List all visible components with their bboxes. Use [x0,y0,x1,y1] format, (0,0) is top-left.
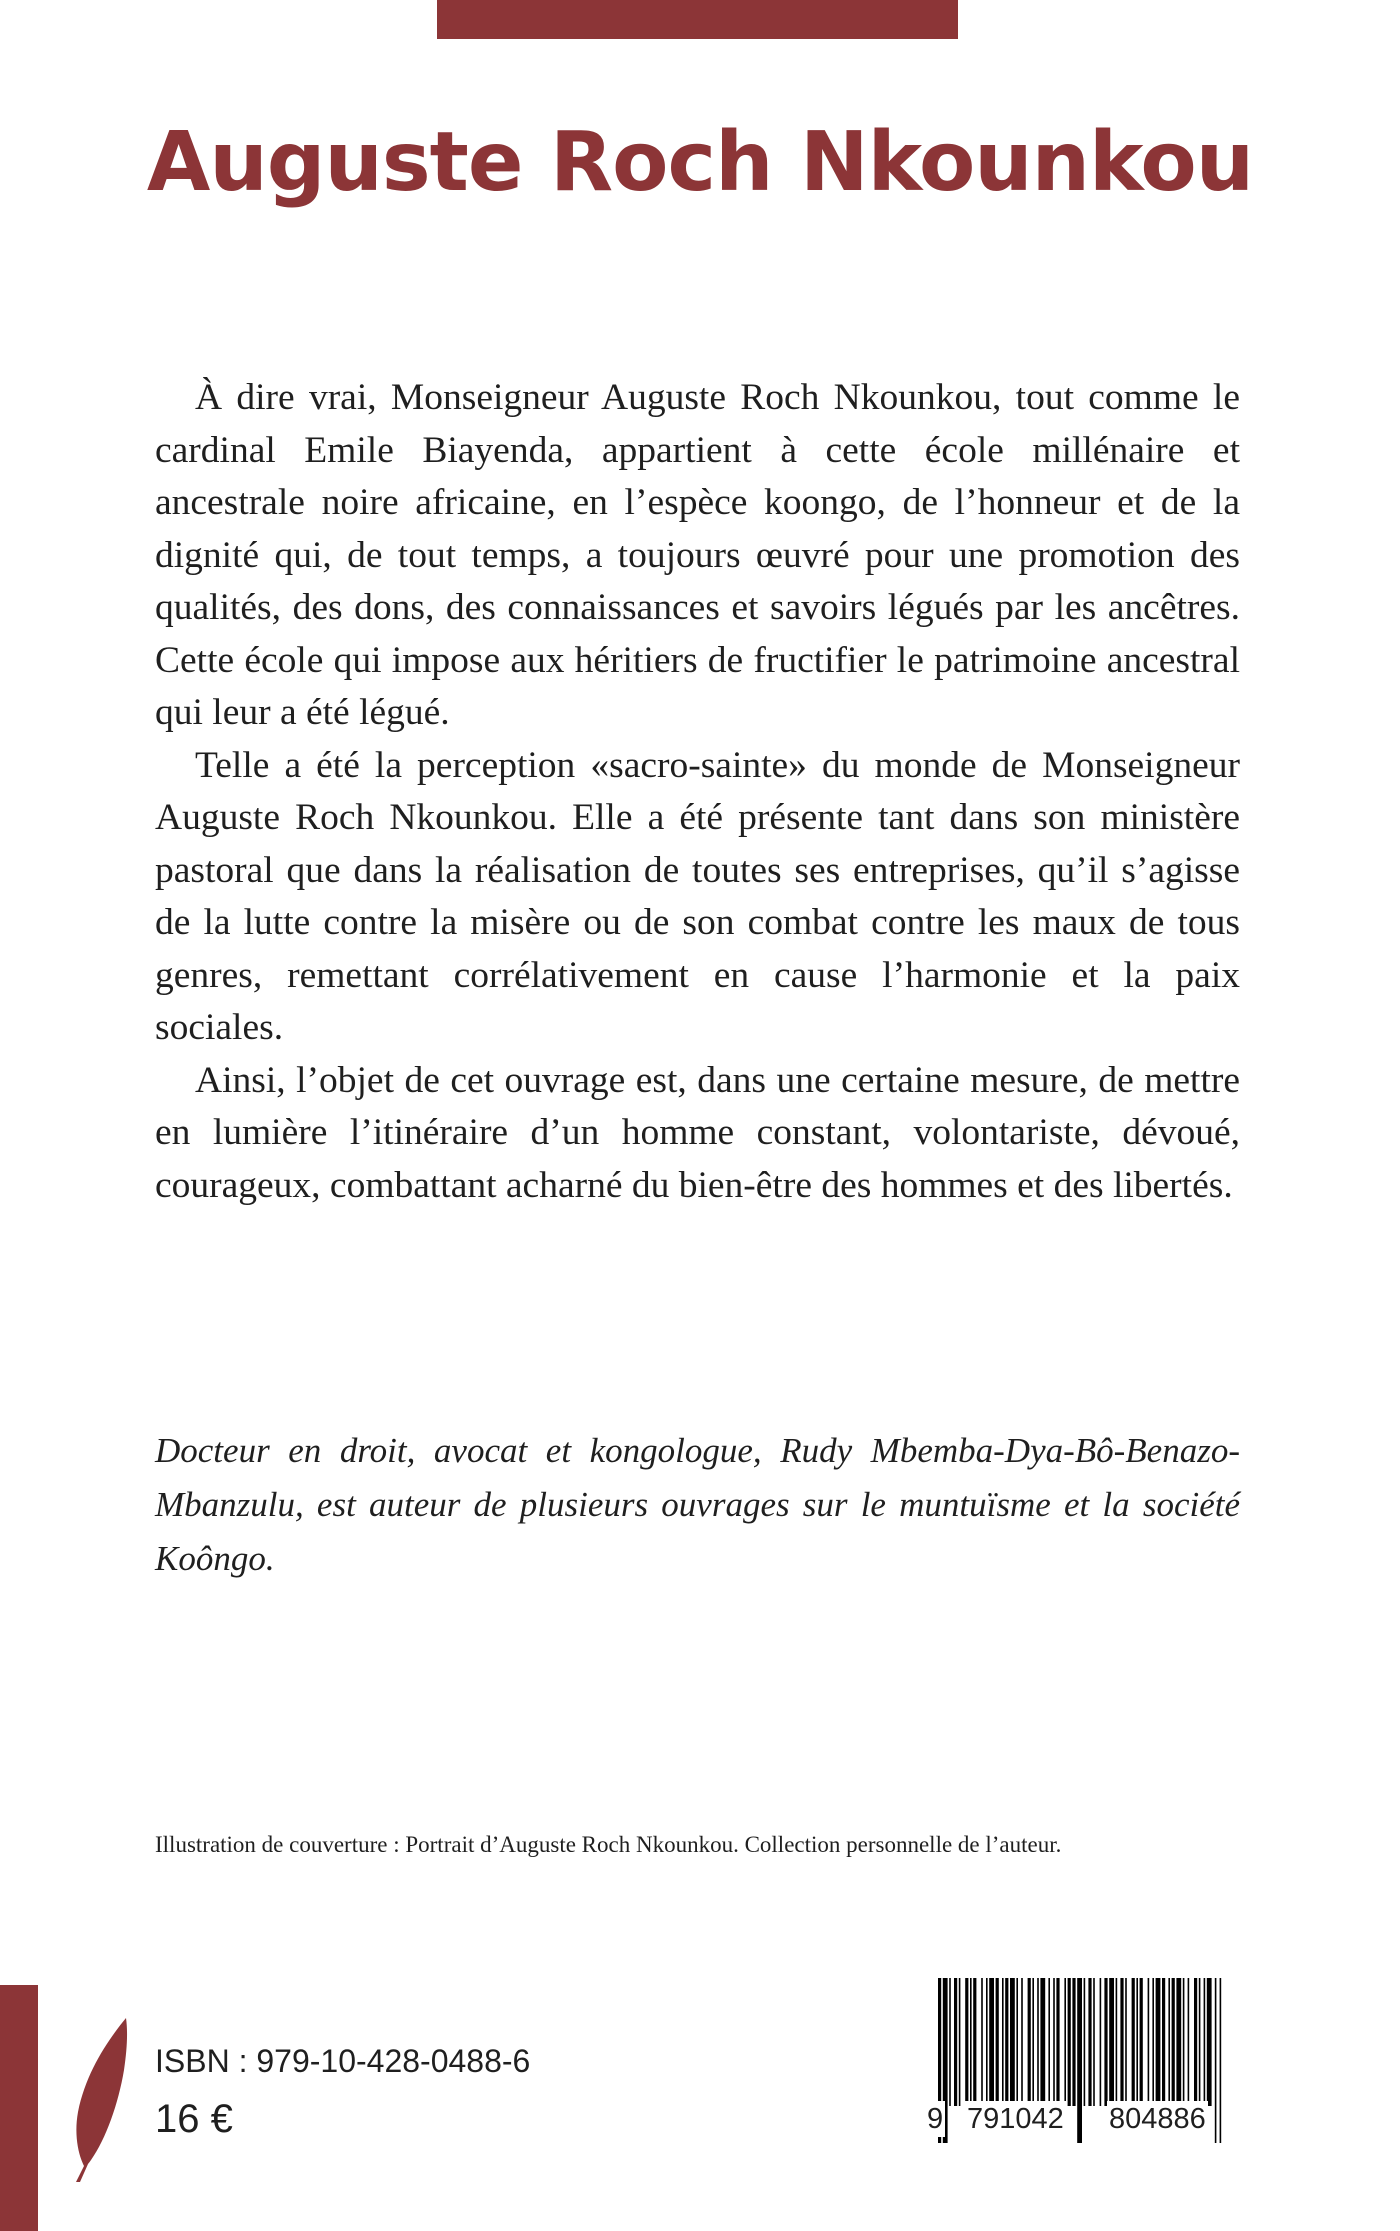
barcode-bar [1064,1978,1066,2106]
barcode-bar [970,1978,972,2106]
barcode-bar [996,1978,999,2106]
barcode-bar [1005,1978,1008,2106]
barcode-bar [1168,1978,1170,2106]
barcode-bar [1116,1978,1118,2106]
barcode-bar [1016,1978,1018,2106]
barcode-bar [1040,1978,1045,2106]
barcode-bar [1120,1978,1123,2106]
back-cover-summary [155,372,1240,1212]
barcode-bar [1176,1978,1181,2106]
barcode-bar [1199,1978,1201,2106]
barcode-bar [1152,1978,1154,2106]
summary-paragraph: Telle a été la perception «sacro-sainte» du monde de Monseigneur Auguste Roch Nkounkou. Elle a été présente tant dans son ministère pastoral que dans la réalisation de toutes ses entreprises, qu’il s’agisse de la lutte contre la misère ou de son combat contre les maux de tous genres, remettant corrélativement en cause l’harmonie et la paix sociales. [155,744,1240,1048]
barcode-bar [1188,1978,1190,2106]
barcode-bar [1093,1978,1095,2106]
barcode-bar [1148,1978,1150,2106]
feather-icon [64,2014,134,2184]
summary-paragraph: Ainsi, l’objet de cet ouvrage est, dans une certaine mesure, de mettre en lumière l’itinéraire d’un homme constant, volontariste, dévoué, courageux, combattant acharné du bien-être des hommes et des libertés. [155,1059,1240,1206]
barcode-bar [1194,1978,1197,2106]
barcode-bar [949,1978,951,2106]
isbn-number: ISBN : 979-10-428-0488-6 [155,2043,531,2079]
barcode-bar [1072,1978,1075,2106]
barcode-bar [989,1978,994,2106]
barcode-bar [981,1978,983,2106]
barcode-bar [1088,1978,1091,2106]
barcode-bar [1021,1978,1023,2106]
barcode-bar [973,1978,976,2106]
barcode-bar [1172,1978,1175,2106]
author-title: Auguste Roch Nkounkou [146,115,1254,210]
barcode-bar [1028,1978,1031,2106]
barcode-bar [986,1978,988,2106]
barcode-bar [1183,1978,1185,2106]
barcode-bar [1048,1978,1050,2106]
barcode-bar [1162,1978,1165,2106]
author-bio: Docteur en droit, avocat et kongologue, Rudy Mbemba-Dya-Bô-Benazo-Mbanzulu, est auteur de plusieurs ouvrages sur le muntuïsme et la société Koôngo. [155,1431,1240,1578]
barcode-first-digit: 9 [927,2103,944,2135]
barcode-bar [1207,1978,1212,2106]
barcode-bar [954,1978,957,2106]
barcode-bar [1010,1978,1015,2106]
left-accent-strip [0,1985,38,2231]
barcode-bar [1037,1978,1039,2106]
barcode-bar [959,1978,961,2106]
barcode-left-group: 791042 [967,2103,1064,2135]
barcode-bar [1104,1978,1107,2106]
barcode-bar [1032,1978,1034,2106]
barcode-bar [1002,1978,1004,2106]
barcode-bar [1136,1978,1138,2106]
barcode-bar [1156,1978,1161,2106]
barcode-bar [1204,1978,1206,2106]
barcode-bar [1125,1978,1127,2106]
barcode-bar [1132,1978,1135,2106]
barcode-bar [1084,1978,1086,2106]
barcode-digits [925,2101,1235,2137]
barcode-bar [1053,1978,1055,2106]
barcode-bar [965,1978,968,2106]
barcode-bar [1100,1978,1102,2106]
barcode-bar [1056,1978,1059,2106]
barcode-bar [1109,1978,1114,2106]
price: 16 € [155,2097,233,2141]
barcode-bar [1068,1978,1071,2106]
barcode-right-group: 804886 [1109,2103,1206,2135]
summary-paragraph: À dire vrai, Monseigneur Auguste Roch Nkounkou, tout comme le cardinal Emile Biayenda, appartient à cette école millénaire et ancestrale noire africaine, en l’espèce koongo, de l’honneur et de la dignité qui, de tout temps, a toujours œuvré pour une promotion des qualités, des dons, des connaissances et savoirs légués par les ancêtres. Cette école qui impose aux héritiers de fructifier le patrimoine ancestral qui leur a été légué. [155,377,1240,733]
illustration-credit: Illustration de couverture : Portrait d’Auguste Roch Nkounkou. Collection personnelle de l’auteur. [155,1832,1062,1857]
top-accent-bar [437,0,958,39]
barcode-bar [1140,1978,1143,2106]
